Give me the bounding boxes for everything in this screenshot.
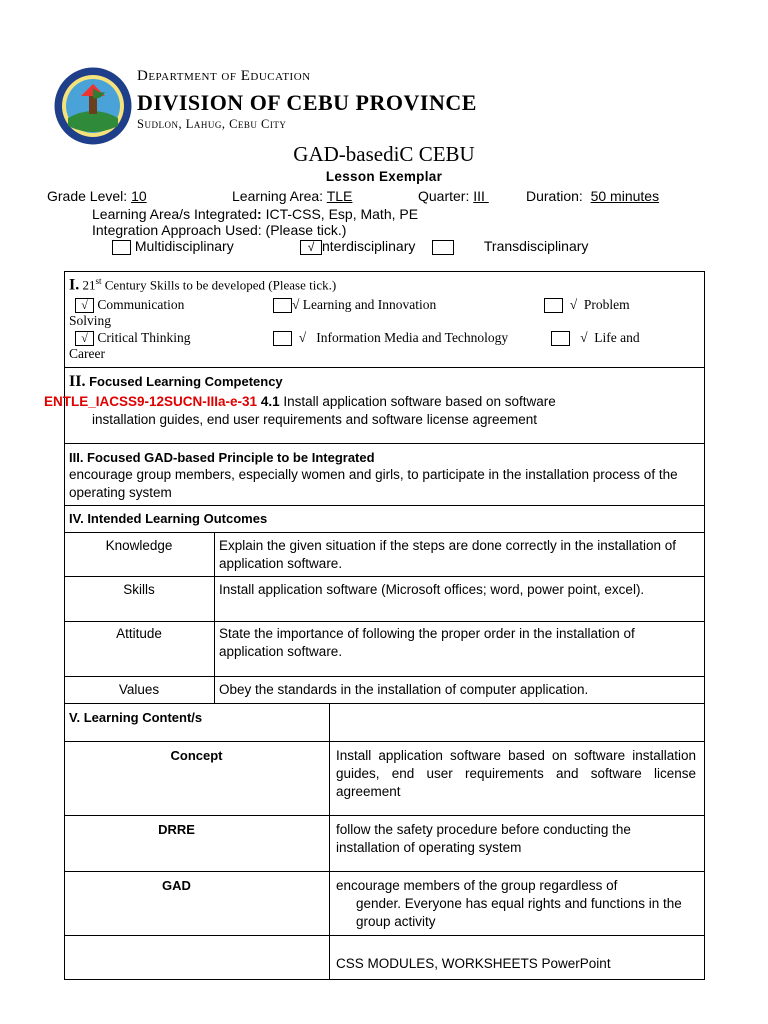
skill-learning-innovation[interactable]: √ Learning and Innovation — [273, 297, 436, 313]
competency-line-2: installation guides, end user requirements and software license agreement — [92, 412, 538, 427]
content-text-gad-2: gender. Everyone has equal rights and functions in the group activity — [356, 896, 682, 929]
skill-information-media[interactable]: √ Information Media and Technology — [273, 330, 508, 346]
checkbox-interdisciplinary[interactable]: √ — [300, 240, 322, 255]
competency-line: ENTLE_IACSS9-12SUCN-IIIa-e-31 4.1 Install application software based on software — [44, 394, 556, 409]
division-address: Sudlon, Lahug, Cebu City — [137, 117, 287, 131]
gad-principle-text: encourage group members, especially women and girls, to participate in the installation process of the operating system — [69, 467, 678, 500]
content-text-drre: follow the safety procedure before conducting the installation of operating system — [336, 822, 631, 855]
outcome-text-values: Obey the standards in the installation of computer application. — [219, 682, 589, 697]
page-subtitle: Lesson Exemplar — [325, 169, 443, 184]
outcome-text-attitude: State the importance of following the proper order in the installation of application software. — [219, 626, 635, 659]
approach-transdisciplinary[interactable]: Transdisciplinary — [432, 238, 588, 255]
integration-approach-label: Integration Approach Used: (Please tick.) — [92, 222, 347, 238]
outcome-label-knowledge: Knowledge — [105, 538, 173, 553]
division-name: DIVISION OF CEBU PROVINCE — [137, 90, 477, 115]
section-5-title: V. Learning Content/s — [69, 710, 203, 725]
area-value: TLE — [326, 188, 353, 204]
content-label-gad: GAD — [162, 878, 191, 893]
skill-critical-thinking[interactable]: √ Critical Thinking — [75, 330, 191, 346]
content-text-resources: CSS MODULES, WORKSHEETS PowerPoint — [336, 956, 611, 971]
checkbox-multidisciplinary[interactable] — [112, 240, 131, 255]
content-text-concept: Install application software based on software installation guides, end user requirements and software license agreement — [336, 748, 696, 799]
content-label-drre: DRRE — [158, 822, 195, 837]
skill-problem-solving-cont: Solving — [69, 313, 112, 328]
checkbox-critical-thinking[interactable]: √ — [75, 331, 94, 346]
content-label-concept: Concept — [170, 748, 223, 763]
deped-seal-icon — [53, 66, 133, 146]
learning-area: Learning Area: TLE — [232, 188, 353, 204]
learning-areas-integrated: Learning Area/s Integrated: ICT-CSS, Esp, Math, PE — [92, 206, 419, 222]
checkbox-life-career[interactable] — [551, 331, 570, 346]
approach-multidisciplinary[interactable]: Multidisciplinary — [112, 238, 234, 255]
outcome-label-skills: Skills — [123, 582, 155, 597]
approach-interdisciplinary[interactable]: √ nterdisciplinary — [300, 238, 415, 255]
duration: Duration: 50 minutes — [526, 188, 660, 204]
checkbox-learning-innovation[interactable] — [273, 298, 292, 313]
skill-problem-solving[interactable]: √ Problem — [544, 297, 630, 313]
checkbox-transdisciplinary[interactable] — [432, 240, 454, 255]
skill-life-career[interactable]: √ Life and — [551, 330, 640, 346]
content-text-gad-1: encourage members of the group regardless of — [336, 878, 618, 893]
outcome-label-values: Values — [118, 682, 160, 697]
checkbox-information-media[interactable] — [273, 331, 292, 346]
duration-value: 50 minutes — [590, 188, 660, 204]
checkbox-problem-solving[interactable] — [544, 298, 563, 313]
page-title: GAD-basediC CEBU — [293, 142, 475, 166]
section-2-title: II. Focused Learning Competency — [69, 373, 283, 390]
section-1-title: I. 21st Century Skills to be developed (Please tick.) — [69, 276, 337, 294]
grade-level: Grade Level: 10 — [47, 188, 147, 204]
skill-life-career-cont: Career — [69, 346, 105, 361]
outcome-label-attitude: Attitude — [116, 626, 162, 641]
checkbox-communication[interactable]: √ — [75, 298, 94, 313]
quarter: Quarter: III — [418, 188, 485, 204]
outcome-text-knowledge: Explain the given situation if the steps are done correctly in the installation of application software. — [219, 538, 677, 571]
outcome-text-skills: Install application software (Microsoft offices; word, power point, excel). — [219, 582, 645, 597]
competency-code: ENTLE_IACSS9-12SUCN-IIIa-e-31 — [44, 394, 258, 409]
department-name: Department of Education — [137, 68, 311, 84]
section-3-title: III. Focused GAD-based Principle to be Integrated — [69, 450, 375, 465]
quarter-value: III — [473, 188, 485, 204]
grade-value: 10 — [131, 188, 147, 204]
section-4-title: IV. Intended Learning Outcomes — [69, 511, 268, 526]
skill-communication[interactable]: √ Communication — [75, 297, 184, 313]
